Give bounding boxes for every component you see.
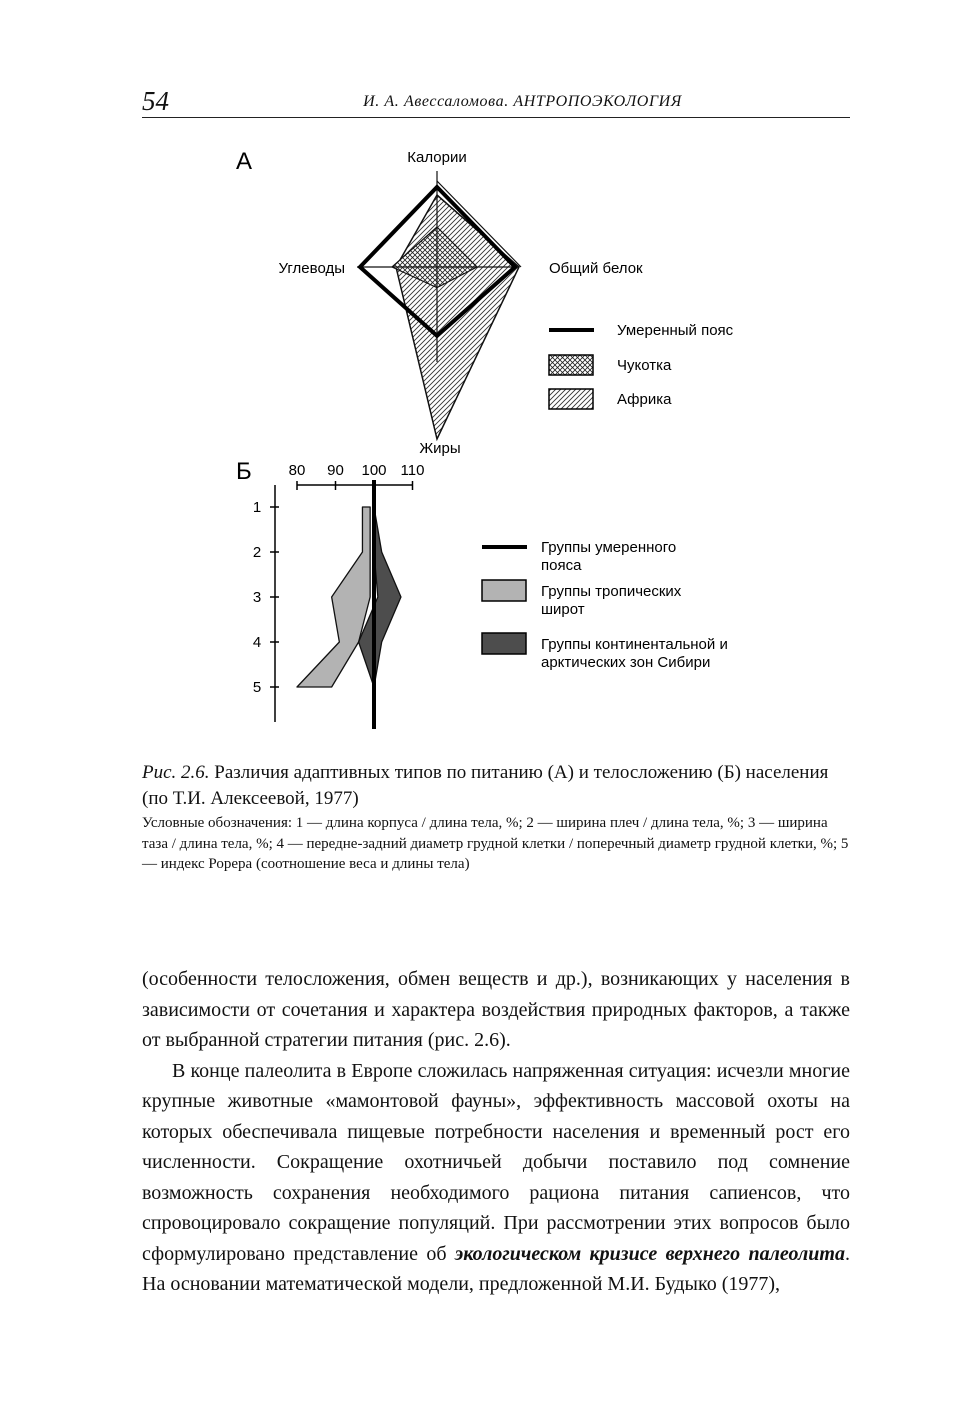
profile-category-label: 2 (252, 544, 262, 561)
profile-chart (253, 462, 425, 729)
legend-swatch-africa (549, 389, 593, 409)
legend-label-temperate: Умеренный пояс (617, 322, 734, 339)
legend-swatch-chukotka (549, 355, 593, 375)
panel-b-label: Б (236, 458, 252, 485)
profile-x-tick-label: 80 (288, 462, 306, 479)
profile-category-label: 3 (252, 589, 262, 606)
axis-label-fats: Жиры (419, 440, 461, 457)
legend-label-africa: Африка (617, 391, 672, 408)
paragraph-2: В конце палеолита в Европе сложилась напряженная ситуация: исчезли многие крупные животные «мамонтовой фауны», эффективность массовой охоты на которых обеспечивала пищевые потребности населения и временный рост его численности. Сокращение охотничьей добычи поставило под сомнение возможность сохранения необходимого рациона питания сапиенсов, что спровоцировало сокращение популяций. При рассмотрении этих вопросов было сформулировано представление об экологическом кризисе верхнего палеолита. На основании математической модели, предложенной М.И. Будыко (1977), (142, 1059, 850, 1295)
legend-label-temperate-groups: Группы умеренного пояса (541, 539, 677, 574)
running-title: И. А. Авессаломова. АНТРОПОЭКОЛОГИЯ (363, 93, 682, 110)
profile-x-tick-label: 110 (400, 462, 425, 479)
profile-category-label: 4 (252, 634, 262, 651)
caption-notes: Условные обозначения: 1 — длина корпуса / длина тела, %; 2 — ширина плеч / длина тела, %; 3 — ширина таза / длина тела, %; 4 — передне-задний диаметр грудной клетки / поперечный диаметр грудной клетки, %; 5 — индекс Рорера (соотношение веса и длины тела) (142, 815, 849, 872)
legend-label-siberia-groups: Группы континентальной и арктических зон Сибири (541, 636, 728, 671)
profile-x-tick-label: 100 (361, 462, 387, 479)
legend-swatch-siberia-groups (482, 633, 526, 654)
profile-series-tropical (297, 507, 370, 687)
legend-a (549, 322, 734, 409)
paragraph-1: (особенности телосложения, обмен веществ и др.), возникающих у населения в зависимости от сочетания и характера воздействия природных факторов, а также от выбранной стратегии питания (рис. 2.6). (142, 968, 850, 1051)
page-number: 54 (142, 86, 169, 116)
axis-label-protein: Общий белок (549, 260, 643, 277)
panel-a-label: А (236, 148, 253, 175)
bold-term: экологическом кризисе верхнего палеолита (454, 1242, 845, 1265)
legend-label-chukotka: Чукотка (617, 357, 672, 374)
axis-label-calories: Калории (407, 149, 467, 166)
axis-label-carbs: Углеводы (278, 260, 345, 277)
figure-caption (142, 760, 850, 812)
radar-chart (279, 149, 644, 457)
profile-category-label: 1 (252, 499, 262, 516)
legend-b (482, 539, 732, 671)
profile-category-label: 5 (252, 679, 262, 696)
profile-x-tick-label: 90 (327, 462, 344, 479)
legend-label-tropical-groups: Группы тропических широт (541, 583, 682, 618)
body-text (142, 964, 850, 1300)
legend-swatch-tropical-groups (482, 580, 526, 601)
caption-label: Рис. 2.6. (142, 762, 210, 783)
caption-text: Различия адаптивных типов по питанию (А) и телосложению (Б) населения (по Т.И. Алексеевой, 1977) (142, 762, 829, 809)
